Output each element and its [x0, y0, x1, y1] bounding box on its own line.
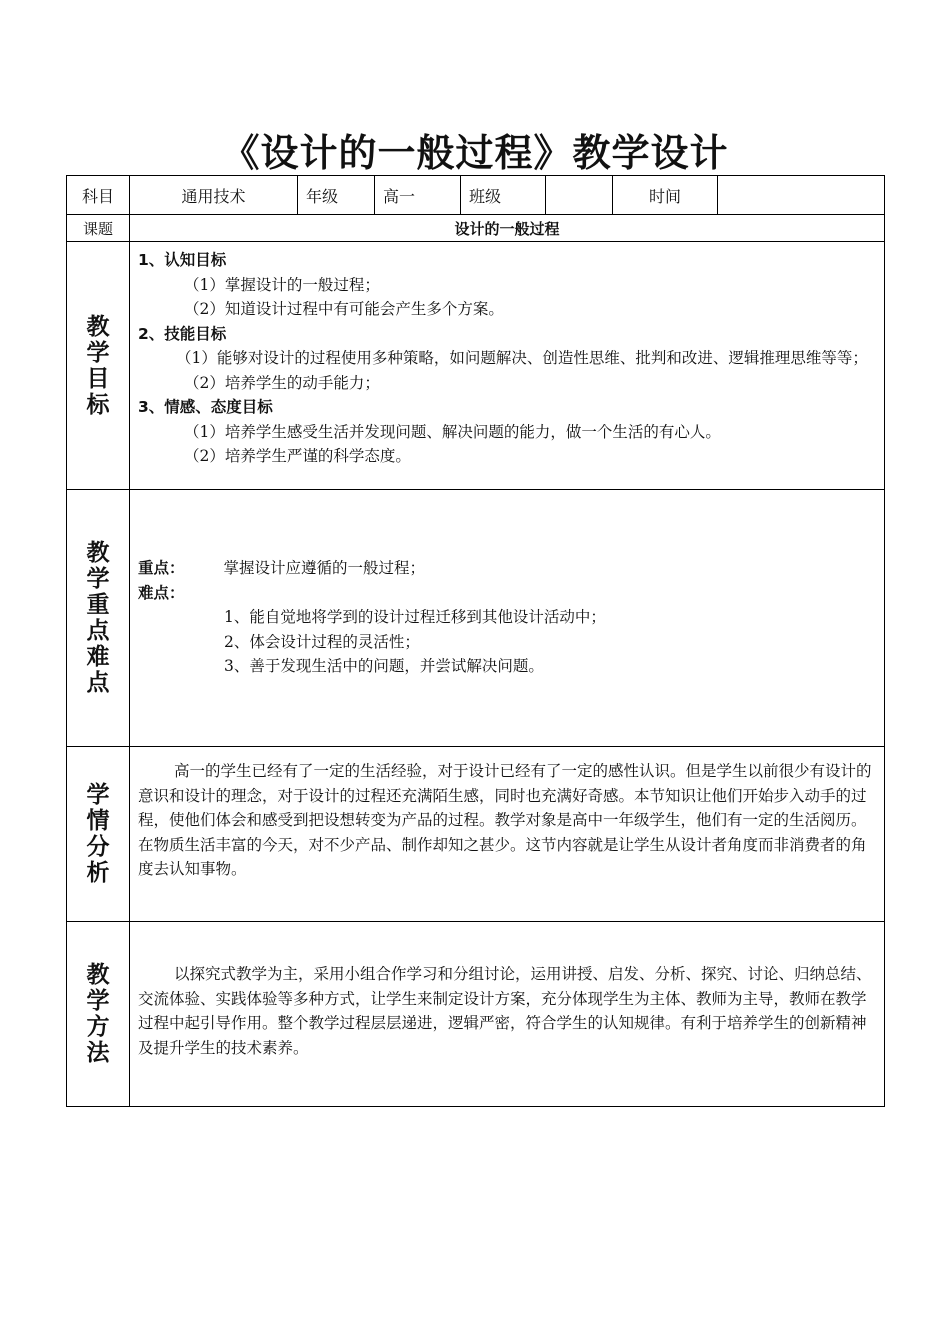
objectives-label: 教学目标 [86, 313, 110, 418]
difficulty-line: 1、能自觉地将学到的设计过程迁移到其他设计活动中； [224, 608, 606, 626]
analysis-label: 学情分析 [86, 782, 110, 886]
difficulty-line: 2、体会设计过程的灵活性； [224, 632, 420, 651]
difficulty-line: 3、善于发现生活中的问题，并尝试解决问题。 [224, 657, 544, 675]
key-points-label-cell [67, 490, 130, 747]
topic-row [67, 215, 885, 242]
subject-value: 通用技术 [130, 176, 298, 215]
key-points-content [130, 490, 885, 747]
methods-row [67, 922, 885, 1107]
time-value [718, 176, 885, 215]
objective-line: （1）能够对设计的过程使用多种策略，如问题解决、创造性思维、批判和改进、逻辑推理思维等等； [176, 349, 868, 367]
key-text: 掌握设计应遵循的一般过程； [223, 559, 425, 577]
objective-line: （2）培养学生严谨的科学态度。 [184, 447, 411, 465]
header-row [67, 176, 885, 215]
grade-label: 年级 [298, 176, 375, 215]
objective-heading-skill: 2、技能目标 [138, 324, 227, 343]
class-label: 班级 [461, 176, 546, 215]
methods-content [130, 922, 885, 1107]
analysis-text: 高一的学生已经有了一定的生活经验，对于设计已经有了一定的感性认识。但是学生以前很少有设计的意识和设计的理念，对于设计的过程还充满陌生感，同时也充满好奇感。本节知识让他们开始步入动手的过程，使他们体会和感受到把设想转变为产品的过程。教学对象是高中一年级学生，他们有一定的生活阅历。在物质生活丰富的今天，对不少产品、制作却知之甚少。这节内容就是让学生从设计者角度而非消费者的角度去认知事物。 [138, 762, 872, 878]
topic-label: 课题 [67, 215, 130, 242]
objective-heading-cognitive: 1、认知目标 [138, 251, 227, 269]
lesson-plan-table [66, 175, 885, 1107]
methods-text: 以探究式教学为主，采用小组合作学习和分组讨论，运用讲授、启发、分析、探究、讨论、归纳总结、交流体验、实践体验等多种方式，让学生来制定设计方案，充分体现学生为主体、教师为主导，教师在教学过程中起引导作用。整个教学过程层层递进，逻辑严密，符合学生的认知规律。有利于培养学生的创新精神及提升学生的技术素养。 [138, 965, 872, 1057]
grade-value: 高一 [375, 176, 461, 215]
analysis-row [67, 747, 885, 922]
analysis-label-cell [67, 747, 130, 922]
objective-heading-emotion: 3、情感、态度目标 [138, 398, 273, 416]
subject-label: 科目 [67, 176, 130, 215]
document-title: 《设计的一般过程》教学设计 [221, 131, 729, 175]
class-value [546, 176, 613, 215]
objectives-label-cell [67, 242, 130, 490]
objectives-row [67, 242, 885, 490]
topic-value: 设计的一般过程 [130, 215, 885, 242]
objective-line: （1）培养学生感受生活并发现问题、解决问题的能力，做一个生活的有心人。 [184, 422, 721, 441]
key-points-label: 教学重点难点 [86, 540, 110, 696]
key-points-row [67, 490, 885, 747]
time-label: 时间 [613, 176, 718, 215]
difficulty-label: 难点： [138, 583, 185, 602]
objective-line: （2）知道设计过程中有可能会产生多个方案。 [184, 300, 504, 318]
objectives-content [130, 242, 885, 490]
methods-label-cell [67, 922, 130, 1107]
objective-line: （1）掌握设计的一般过程； [184, 275, 380, 294]
methods-label: 教学方法 [86, 962, 110, 1066]
analysis-content [130, 747, 885, 922]
key-label: 重点： [138, 559, 185, 577]
objective-line: （2）培养学生的动手能力； [184, 373, 380, 392]
